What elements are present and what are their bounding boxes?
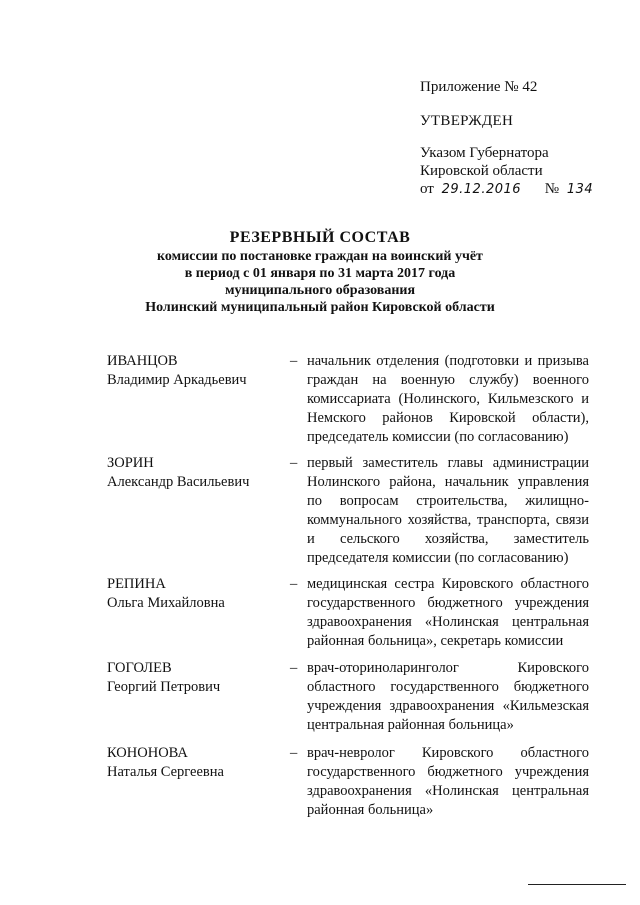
member-dash: –: [290, 576, 298, 592]
member-surname: КОНОНОВА: [107, 745, 188, 761]
decree-reference: [420, 144, 593, 199]
member-dash: –: [290, 745, 298, 761]
member-dash: –: [290, 455, 298, 471]
member-given-names: Владимир Аркадьевич: [107, 372, 247, 388]
member-role: начальник отделения (подготовки и призыва граждан на военную службу) военного комиссариата (Нолинского, Кильмезского и Немского районов Кировской области), председатель комиссии (по согласованию): [307, 353, 589, 445]
member-name: [107, 575, 287, 613]
member-surname: ИВАНЦОВ: [107, 353, 178, 369]
member-name: [107, 659, 287, 697]
title-line-1: комиссии по постановке граждан на воинский учёт: [157, 249, 483, 264]
footer-divider-line: [528, 884, 626, 885]
number-prefix: №: [544, 181, 560, 197]
member-surname: ЗОРИН: [107, 455, 154, 471]
appendix-number: Приложение № 42: [420, 79, 538, 95]
title-line-4: Нолинский муниципальный район Кировской области: [145, 300, 495, 315]
member-surname: РЕПИНА: [107, 576, 166, 592]
member-role: первый заместитель главы администрации Нолинского района, начальник управления по вопросам строительства, жилищно-коммунального хозяйства, транспорта, связи и сельского хозяйства, заместитель председателя комиссии (по согласованию): [307, 455, 589, 566]
member-given-names: Александр Васильевич: [107, 474, 250, 490]
member-role: врач-оториноларинголог Кировского областного государственного бюджетного учреждения здравоохранения «Кильмезская центральная районная больница»: [307, 660, 589, 733]
member-given-names: Георгий Петрович: [107, 679, 221, 695]
title-line-3: муниципального образования: [224, 283, 416, 298]
member-role: медицинская сестра Кировского областного государственного бюджетного учреждения здравоохранения «Нолинская центральная районная больница», секретарь комиссии: [307, 576, 589, 649]
member-name: [107, 454, 287, 492]
member-given-names: Ольга Михайловна: [107, 595, 225, 611]
document-title: [0, 228, 640, 316]
member-given-names: Наталья Сергеевна: [107, 764, 224, 780]
decree-number: 134: [566, 182, 594, 197]
decree-line-1: Указом Губернатора: [420, 145, 549, 161]
member-role: врач-невролог Кировского областного государственного бюджетного учреждения здравоохранения «Нолинская центральная районная больница»: [307, 745, 589, 818]
decree-date-number: [420, 180, 593, 199]
decree-date: 29.12.2016: [441, 182, 522, 197]
member-surname: ГОГОЛЕВ: [107, 660, 172, 676]
member-dash: –: [290, 660, 298, 676]
member-dash: –: [290, 353, 298, 369]
approved-stamp-text: УТВЕРЖДЕН: [420, 113, 514, 129]
date-prefix: от: [420, 181, 434, 197]
member-name: [107, 744, 287, 782]
member-name: [107, 352, 287, 390]
decree-line-2: Кировской области: [420, 163, 543, 179]
title-line-2: в период с 01 января по 31 марта 2017 года: [184, 266, 456, 281]
title-main: РЕЗЕРВНЫЙ СОСТАВ: [229, 229, 411, 246]
